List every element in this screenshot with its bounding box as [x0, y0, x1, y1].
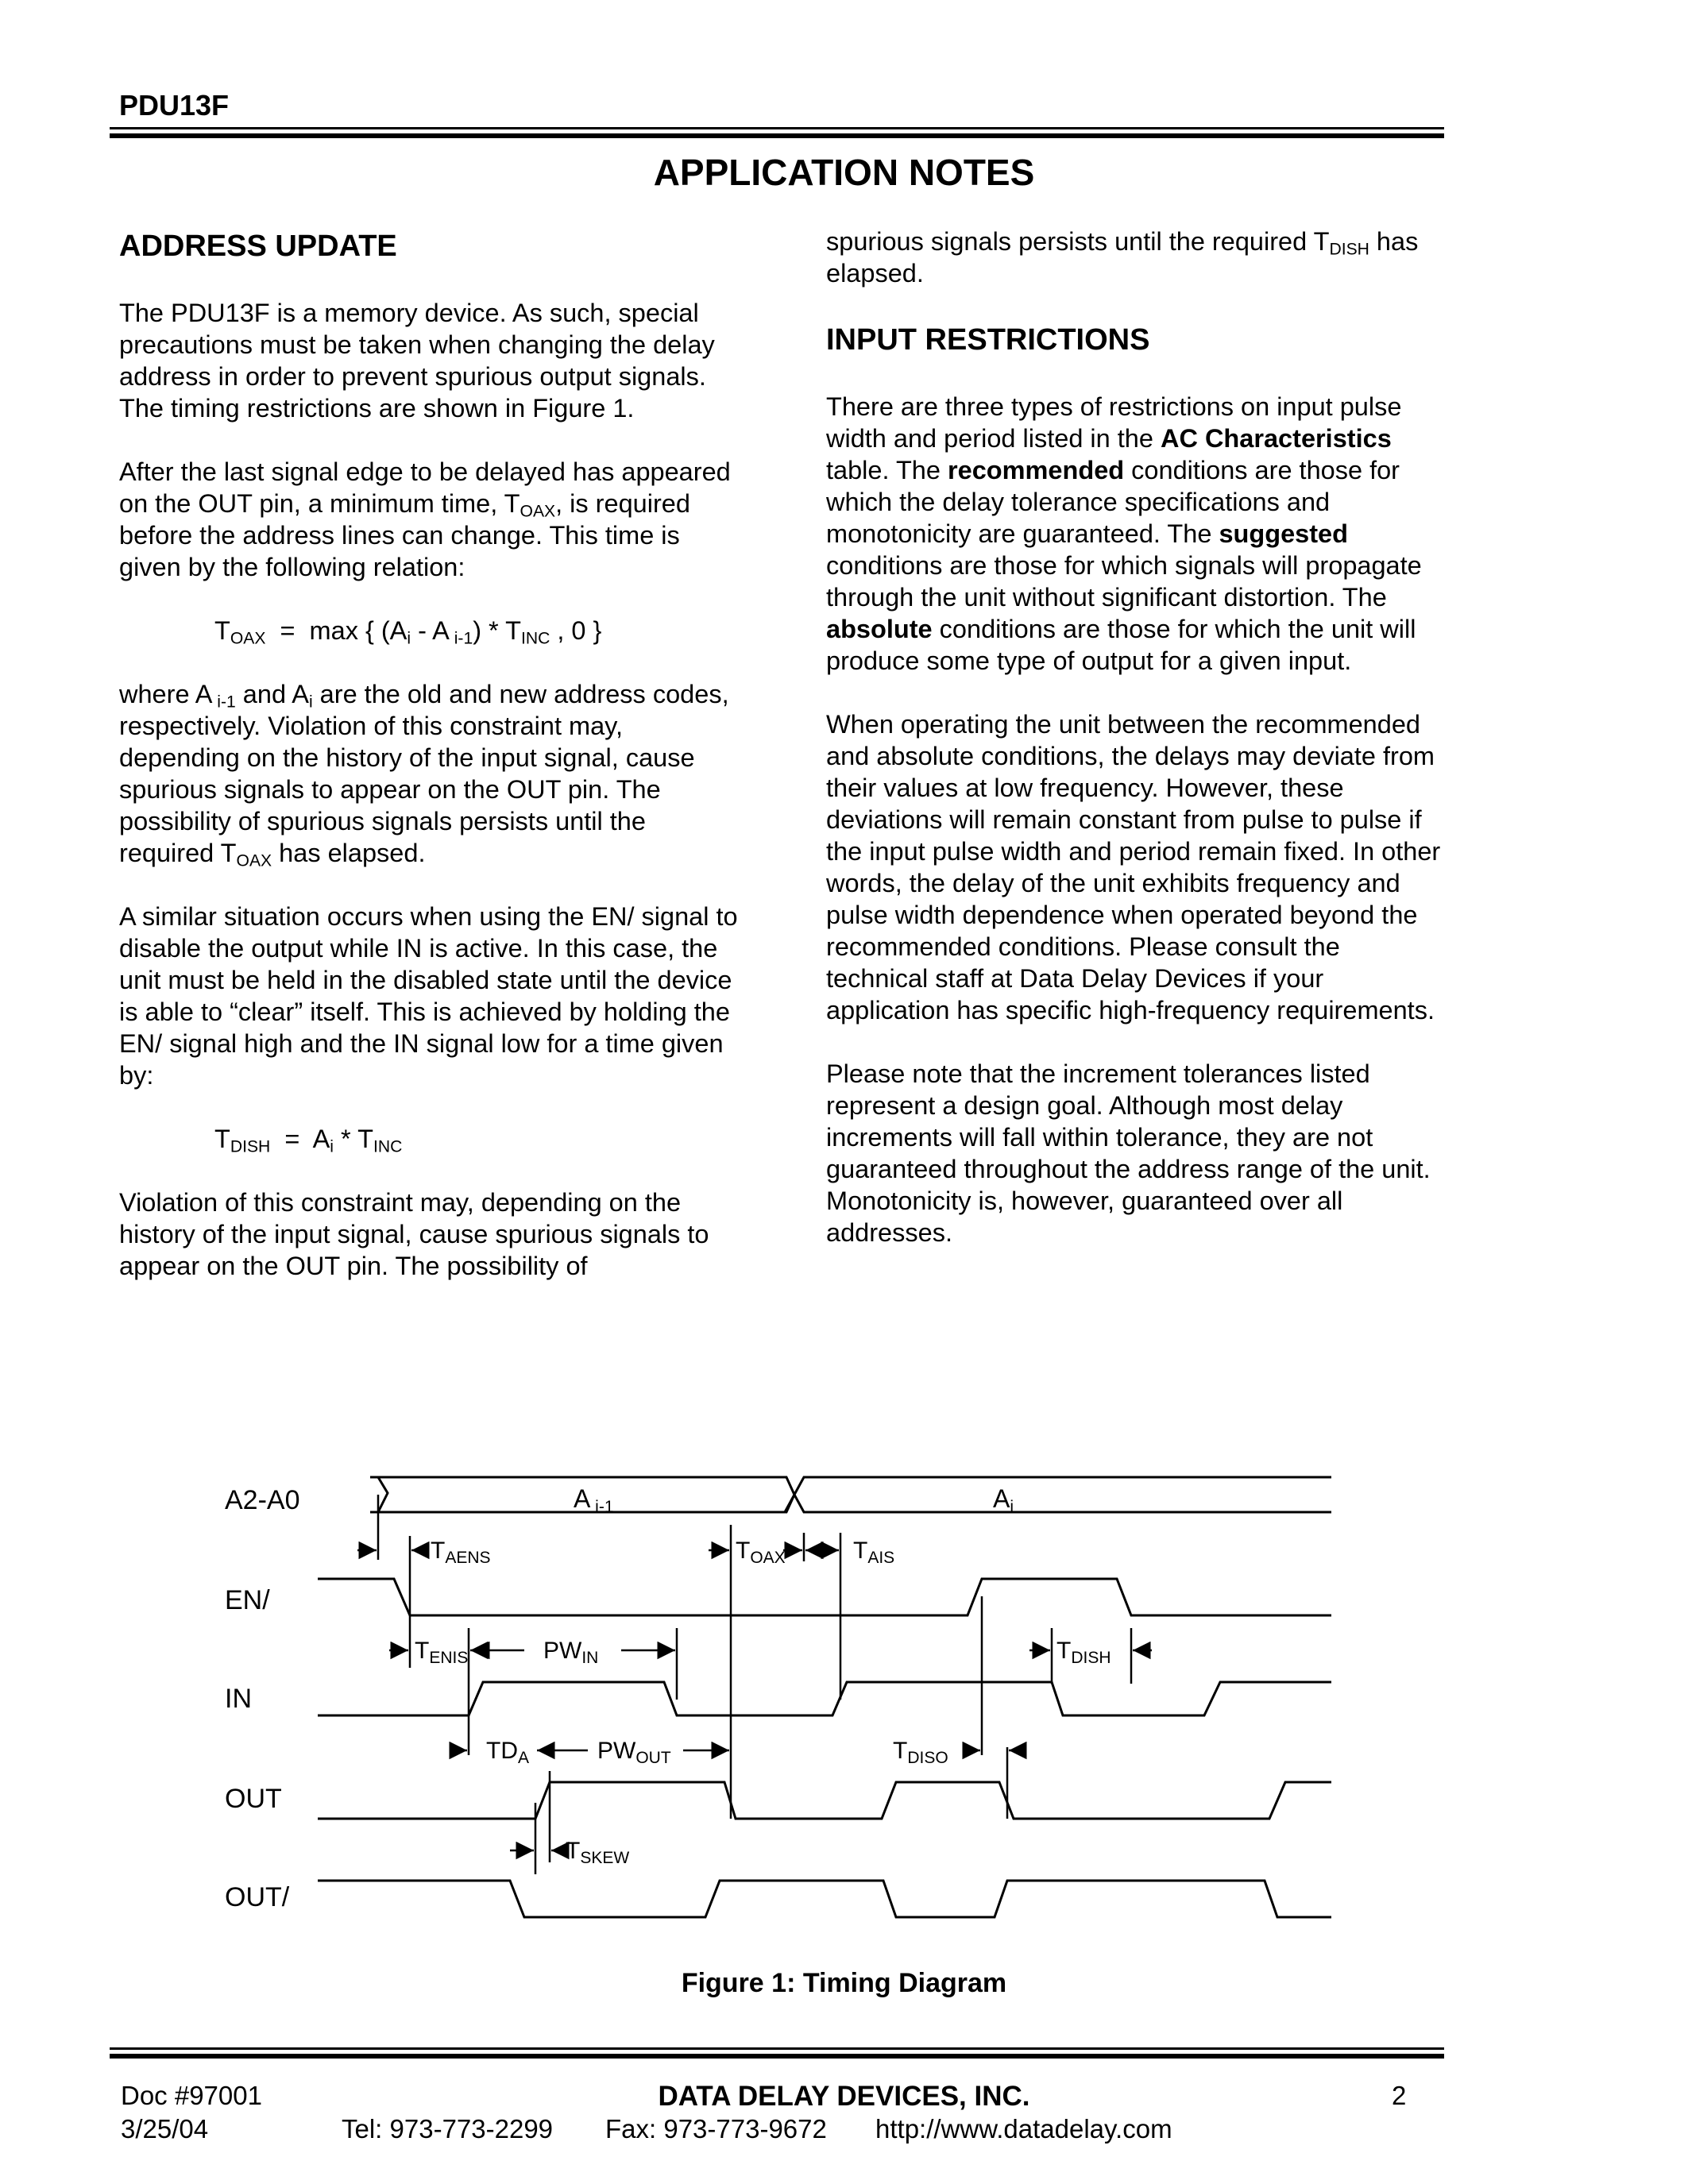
- right-paragraph-0: spurious signals persists until the required $T_{DISH}$ has elapsed.: [826, 227, 1419, 287]
- timing-diagram: [0, 1430, 1688, 1938]
- right-paragraph-1: There are three types of restrictions on input pulse width and period listed in the AC Characteristics table. The recommended conditions are those for which the delay tolerance specifications and monotonicity are guaranteed. The suggested conditions are those for which signals will propagate through the unit without significant distortion. The absolute conditions are those for which the unit will produce some type of output for a given input.: [826, 392, 1422, 675]
- address-update-heading: ADDRESS UPDATE: [119, 230, 397, 263]
- label-pwin: $PW_{IN}$: [543, 1638, 599, 1667]
- signal-label-a2-a0: A2-A0: [225, 1485, 300, 1515]
- label-tenis: $T_{ENIS}$: [415, 1638, 469, 1667]
- signal-label-en: EN/: [225, 1585, 270, 1615]
- signal-label-out-bar: OUT/: [225, 1882, 290, 1912]
- footer-rule-thick: [110, 2054, 1444, 2059]
- left-paragraph-4: A similar situation occurs when using the EN/ signal to disable the output while IN is active. In this case, the unit must be held in the disabled state until the device is able to “clear” itself. This is achieved by holding the EN/ signal high and the IN signal low for a time given by:: [119, 902, 738, 1090]
- label-tda: $TD_A$: [486, 1738, 530, 1767]
- bus-label-a-prev: A i-1: [574, 1484, 614, 1516]
- footer-date: 3/25/04: [121, 2114, 209, 2143]
- footer-url[interactable]: http://www.datadelay.com: [875, 2114, 1172, 2143]
- right-paragraph-3: Please note that the increment tolerances listed represent a design goal. Although most delay increments will fall within tolerance, they are not guaranteed throughout the address range of the unit. Monotonicity is, however, guaranteed over all addresses.: [826, 1059, 1431, 1247]
- footer-tel: Tel: 973-773-2299: [342, 2114, 554, 2143]
- label-pwout: $PW_{OUT}$: [597, 1738, 671, 1767]
- header-rule-thick: [110, 133, 1444, 138]
- left-paragraph-2: After the last signal edge to be delayed has appeared on the OUT pin, a minimum time, $T_{OAX}$, is required before the address lines can change. This time is given by the following relation:: [119, 457, 731, 581]
- waveform-en: [318, 1579, 1331, 1615]
- label-tskew: $T_{SKEW}$: [566, 1838, 630, 1867]
- toax-equation: $T_{OAX} = \max$ { ($A_i$ - A $_{i-1}) * T_{INC}$ , 0 }: [214, 616, 602, 648]
- page-title: APPLICATION NOTES: [653, 152, 1035, 193]
- label-tais: $T_{AIS}$: [853, 1538, 895, 1567]
- waveform-out-bar: [318, 1881, 1331, 1917]
- footer-doc-number: Doc #97001: [121, 2081, 262, 2110]
- right-column: [826, 226, 1446, 1280]
- signal-label-out: OUT: [225, 1784, 282, 1814]
- footer-company: DATA DELAY DEVICES, INC.: [658, 2081, 1030, 2112]
- label-tdiso: $T_{DISO}$: [893, 1738, 948, 1767]
- right-paragraph-2: When operating the unit between the recommended and absolute conditions, the delays may deviate from their values at low frequency. However, these deviations will remain constant from pulse to pulse if the input pulse width and period remain fixed. In other words, the delay of the unit exhibits frequency and pulse width dependence when operated beyond the recommended conditions. Please consult the technical staff at Data Delay Devices if your application has specific high-frequency requirements.: [826, 710, 1441, 1024]
- left-paragraph-5: Violation of this constraint may, depending on the history of the input signal, cause spurious signals to appear on the OUT pin. The possibility of: [119, 1188, 709, 1280]
- left-column: [119, 227, 739, 1314]
- waveform-in: [318, 1682, 1331, 1715]
- figure-caption: Figure 1: Timing Diagram: [681, 1968, 1007, 1998]
- input-restrictions-heading: INPUT RESTRICTIONS: [826, 323, 1150, 357]
- waveform-address-bus: [370, 1477, 1331, 1512]
- label-taens: $T_{AENS}$: [431, 1538, 491, 1567]
- footer-fax: Fax: 973-773-9672: [605, 2114, 827, 2143]
- tdish-equation: $T_{DISH} = A_i * T_{INC}$: [214, 1125, 403, 1156]
- signal-label-in: IN: [225, 1684, 252, 1714]
- footer-rule-thin: [110, 2047, 1444, 2050]
- label-tdish: $T_{DISH}$: [1056, 1638, 1111, 1667]
- header-rule-thin: [110, 127, 1444, 129]
- footer-page-number: 2: [1392, 2081, 1407, 2110]
- waveform-out: [318, 1782, 1331, 1819]
- left-paragraph-1: The PDU13F is a memory device. As such, special precautions must be taken when changing the delay address in order to prevent spurious output signals. The timing restrictions are shown in Figure 1.: [119, 299, 715, 423]
- label-toax: $T_{OAX}$: [736, 1538, 786, 1567]
- left-paragraph-3: where A $_{i-1}$ and $A_i$ are the old and new address codes, respectively. Violation of this constraint may, depending on the history of the input signal, cause spurious signals to appear on the OUT pin. The possibility of spurious signals persists until the required $T_{OAX}$ has elapsed.: [119, 680, 729, 870]
- bus-label-a-cur: Ai: [993, 1484, 1014, 1516]
- part-number: PDU13F: [119, 89, 230, 122]
